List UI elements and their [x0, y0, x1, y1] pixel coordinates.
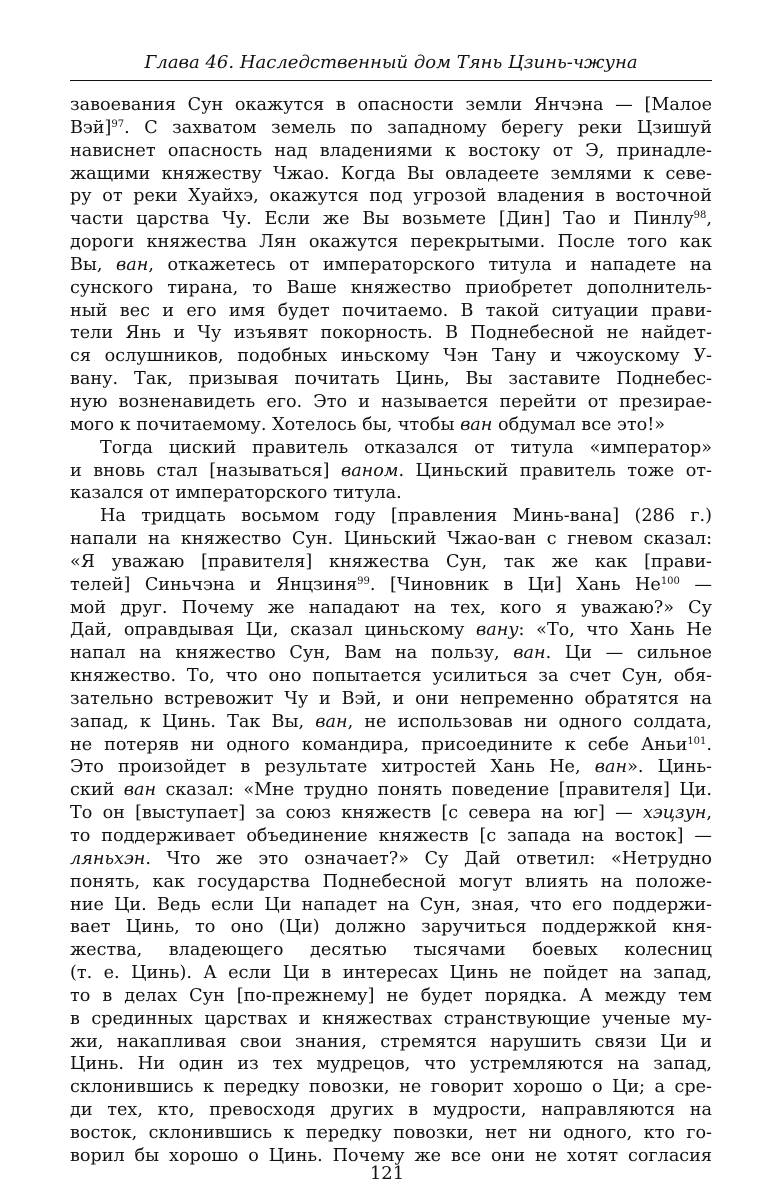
- text-line: [70, 460, 712, 483]
- text-run: . [Чиновник в Ци] Хань Не: [369, 574, 661, 595]
- text-run: ние Ци. Ведь если Ци нападет на Сун, зная, что его поддержи-: [70, 894, 712, 915]
- text-line: [70, 482, 712, 505]
- text-line: [70, 916, 712, 939]
- text-line: [70, 117, 712, 140]
- text-line: [70, 551, 712, 574]
- paragraph: [70, 94, 712, 437]
- text-run: княжество. То, что оно попытается усилиться за счет Сун, обя-: [70, 666, 712, 687]
- italic-term: ван: [123, 780, 157, 801]
- text-run: не потеряв ни одного командира, присоедините к себе Аньи: [70, 734, 688, 755]
- text-run: восток, склонившись к передку повозки, нет ни одного, кто го-: [70, 1122, 712, 1143]
- text-run: вану. Так, призывая почитать Цинь, Вы заставите Поднебес-: [70, 369, 712, 390]
- text-run: понять, как государства Поднебесной могут влиять на положе-: [70, 871, 712, 892]
- text-line: [70, 437, 712, 460]
- text-run: (т. е. Цинь). А если Ци в интересах Цинь не пойдет на запад,: [70, 963, 712, 984]
- text-run: ную возненавидеть его. Это и называется перейти от презирае-: [70, 391, 712, 412]
- text-run: зательно встревожит Чу и Вэй, и они непременно обратятся на: [70, 688, 712, 709]
- text-run: Дай, оправдывая Ци, сказал циньскому: [70, 620, 477, 641]
- text-line: [70, 300, 712, 323]
- text-line: [70, 985, 712, 1008]
- italic-term: хэцзун: [642, 803, 707, 824]
- footnote-ref: 97: [111, 118, 125, 130]
- text-line: [70, 688, 712, 711]
- text-line: [70, 597, 712, 620]
- footnote-ref: 99: [357, 575, 370, 587]
- text-run: обдумал все это!»: [492, 414, 666, 435]
- text-line: [70, 185, 712, 208]
- text-run: На тридцать восьмом году [правления Минь-вана] (286 г.): [100, 506, 712, 527]
- text-line: [70, 1122, 712, 1145]
- text-run: ный вес и его имя будет почитаемо. В такой ситуации прави-: [70, 300, 712, 321]
- text-run: —: [679, 574, 712, 595]
- text-line: [70, 894, 712, 917]
- text-body: [70, 94, 712, 1168]
- text-run: . Циньский правитель тоже от-: [398, 460, 712, 481]
- italic-term: ван: [594, 757, 628, 778]
- text-line: [70, 779, 712, 802]
- text-line: [70, 825, 712, 848]
- footnote-ref: 100: [660, 575, 680, 587]
- text-run: ,: [706, 209, 712, 230]
- text-run: то поддерживает объединение княжеств [с запада на восток] —: [70, 826, 712, 846]
- text-run: Вэй]: [70, 117, 112, 138]
- text-run: вает Цинь, то оно (Ци) должно заручиться поддержкой кня-: [70, 917, 712, 938]
- text-run: . С захватом земель по западному берегу реки Цзишуй: [124, 117, 712, 138]
- text-run: и вновь стал [называться]: [70, 460, 341, 481]
- footnote-ref: 98: [693, 210, 707, 222]
- text-run: напали на княжество Сун. Циньский Чжао-ван с гневом сказал:: [70, 529, 712, 550]
- text-run: , не использовав ни одного солдата,: [347, 711, 712, 732]
- text-line: [70, 734, 712, 757]
- text-run: тели Янь и Чу изъявят покорность. В Поднебесной не найдет-: [70, 323, 712, 344]
- text-line: [70, 665, 712, 688]
- text-line: [70, 848, 712, 871]
- text-run: телей] Синьчэна и Янцзиня: [70, 574, 358, 595]
- text-run: дороги княжества Лян окажутся перекрытыми. После того как: [70, 232, 712, 253]
- text-line: [70, 1053, 712, 1076]
- text-line: [70, 414, 712, 437]
- text-run: ский: [70, 780, 124, 801]
- text-run: ди тех, кто, превосходя других в мудрости, направляются на: [70, 1100, 712, 1121]
- text-line: [70, 254, 712, 277]
- italic-term: ляньхэн: [70, 848, 146, 869]
- text-run: ру от реки Хуайхэ, окажутся под угрозой владения в восточной: [70, 186, 712, 207]
- text-run: части царства Чу. Если же Вы возьмете [Дин] Тао и Пинлу: [70, 209, 694, 230]
- text-run: . Ци — сильное: [545, 643, 712, 664]
- italic-term: ван: [116, 254, 149, 275]
- text-run: ся ослушников, подобных иньскому Чэн Тану и чжоускому У-: [70, 346, 712, 367]
- text-line: [70, 391, 712, 414]
- italic-term: вану: [476, 620, 519, 641]
- text-run: мого к почитаемому. Хотелось бы, чтобы: [70, 414, 461, 435]
- text-run: Тогда циский правитель отказался от титула «император»: [100, 437, 712, 458]
- running-header: Глава 46. Наследственный дом Тянь Цзинь-чжуна: [144, 52, 638, 73]
- text-line: [70, 1099, 712, 1122]
- text-run: Это произойдет в результате хитростей Хань Не,: [70, 757, 595, 778]
- text-line: [70, 802, 712, 825]
- text-line: [70, 277, 712, 300]
- text-run: жи, накапливая свои знания, стремятся нарушить связи Ци и: [70, 1031, 712, 1052]
- text-run: ворил бы хорошо о Цинь. Почему же все они не хотят согласия: [70, 1145, 712, 1166]
- italic-term: ван: [315, 711, 348, 732]
- italic-term: ваном: [340, 460, 399, 481]
- text-line: [70, 505, 712, 528]
- text-line: [70, 140, 712, 163]
- text-line: [70, 962, 712, 985]
- italic-term: ван: [460, 414, 493, 435]
- text-line: [70, 208, 712, 231]
- text-run: напал на княжество Сун, Вам на пользу,: [70, 643, 514, 664]
- text-run: запад, к Цинь. Так Вы,: [70, 711, 316, 732]
- text-run: , откажетесь от императорского титула и нападете на: [148, 254, 712, 275]
- text-run: То он [выступает] за союз княжеств [с севера на юг] —: [70, 803, 643, 824]
- text-run: сунского тирана, то Ваше княжество приобретет дополнитель-: [70, 277, 712, 298]
- text-line: [70, 94, 712, 117]
- text-line: [70, 1008, 712, 1031]
- text-line: [70, 939, 712, 962]
- text-run: ,: [706, 803, 712, 824]
- text-line: [70, 871, 712, 894]
- text-run: казался от императорского титула.: [70, 483, 402, 504]
- text-line: [70, 1076, 712, 1099]
- text-run: склонившись к передку повозки, не говорит хорошо о Ци; а сре-: [70, 1077, 712, 1098]
- text-line: [70, 1031, 712, 1054]
- text-run: нависнет опасность над владениями к востоку от Э, принадле-: [70, 140, 712, 161]
- text-line: [70, 528, 712, 551]
- text-line: [70, 322, 712, 345]
- text-run: : «То, что Хань Не: [518, 620, 712, 641]
- text-run: мой друг. Почему же нападают на тех, кого я уважаю?» Су: [70, 597, 712, 618]
- page-number: 121: [369, 1163, 405, 1184]
- text-line: [70, 574, 712, 597]
- text-run: .: [706, 734, 712, 755]
- text-run: Вы,: [70, 254, 117, 275]
- text-run: завоевания Сун окажутся в опасности земли Янчэна — [Малое: [70, 95, 712, 115]
- text-run: жества, владеющего десятью тысячами боевых колесниц: [70, 940, 712, 961]
- text-run: сказал: «Мне трудно понять поведение [правителя] Ци.: [156, 780, 712, 801]
- text-line: [70, 711, 712, 734]
- text-line: [70, 231, 712, 254]
- italic-term: ван: [513, 643, 546, 664]
- paragraph: [70, 505, 712, 1167]
- text-run: жащими княжеству Чжао. Когда Вы овладеете землями к севе-: [70, 163, 712, 184]
- header-rule: [70, 80, 712, 81]
- text-run: то в делах Сун [по-прежнему] не будет порядка. А между тем: [70, 985, 712, 1006]
- paragraph: [70, 437, 712, 506]
- text-line: [70, 642, 712, 665]
- text-line: [70, 756, 712, 779]
- text-line: [70, 368, 712, 391]
- text-run: в срединных царствах и княжествах странствующие ученые му-: [70, 1008, 712, 1029]
- text-run: «Я уважаю [правителя] княжества Сун, так же как [прави-: [70, 551, 712, 572]
- text-line: [70, 345, 712, 368]
- text-run: . Что же это означает?» Су Дай ответил: «Нетрудно: [145, 848, 712, 869]
- text-line: [70, 619, 712, 642]
- footnote-ref: 101: [687, 735, 707, 747]
- text-run: ». Цинь-: [627, 757, 712, 778]
- text-line: [70, 163, 712, 186]
- text-run: Цинь. Ни один из тех мудрецов, что устремляются на запад,: [70, 1054, 712, 1075]
